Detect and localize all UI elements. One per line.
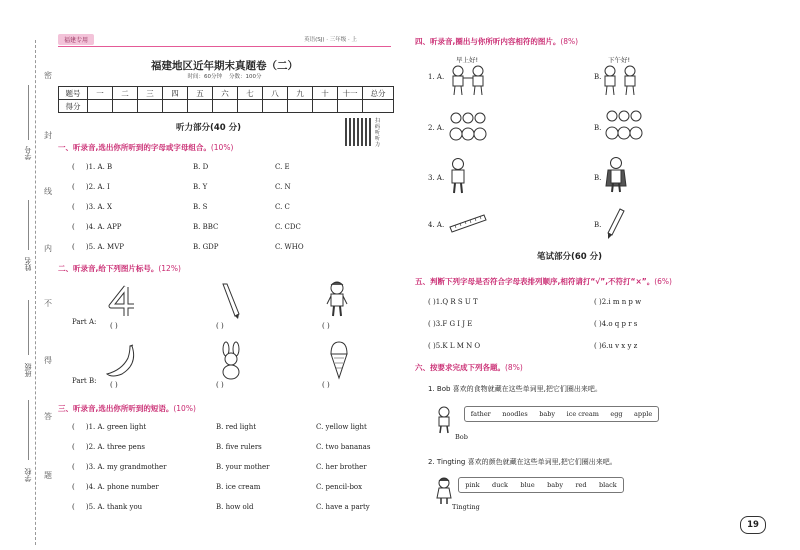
field-name: 姓名 [24, 257, 32, 271]
question-2: 2. Tingting 喜欢的颜色就藏在这些单词里,把它们圈出来吧。 [428, 458, 617, 466]
s5-text: 3.F G I J E [435, 320, 473, 328]
s5-item[interactable] [594, 342, 637, 350]
s3-row[interactable]: ( )2. A. three pens [72, 443, 145, 451]
option-c[interactable]: C. her brother [316, 463, 367, 471]
ruler-icon [448, 213, 488, 233]
question-1: 1. Bob 喜欢的食物就藏在这些单词里,把它们圈出来吧。 [428, 385, 602, 393]
option-b[interactable]: B. five rulers [216, 443, 262, 451]
section4-score: (8%) [560, 37, 579, 46]
score-cell: 得分 [59, 100, 88, 113]
bob-name: Bob [455, 433, 468, 441]
field-line [28, 400, 29, 460]
section5-score: (6%) [654, 277, 672, 286]
word-box-colors [458, 477, 624, 493]
cut-mark: 不 [44, 299, 52, 308]
word[interactable]: pink [465, 481, 480, 489]
option-c[interactable]: C. E [275, 163, 290, 171]
score-input[interactable] [338, 100, 363, 113]
score-input[interactable] [88, 100, 113, 113]
time-limit: 时间：60分钟 [187, 74, 222, 80]
word[interactable]: apple [634, 410, 653, 418]
score-cell: 总分 [363, 87, 394, 100]
score-cell: 三 [138, 87, 163, 100]
region-tag: 福建专用 [58, 34, 94, 45]
book-meta: 英语(SJ) · 三年级 · 上 [304, 37, 357, 43]
field-student-id: 学号 [24, 146, 32, 160]
word[interactable]: baby [547, 481, 563, 489]
word[interactable]: egg [610, 410, 623, 418]
s3-num: 1. [88, 423, 96, 431]
qr-code[interactable] [345, 118, 373, 146]
option-a: A. B [97, 163, 113, 171]
qr-label: 扫码听听力 [375, 118, 381, 148]
score-input[interactable] [263, 100, 288, 113]
section4-title: 四、听录音,圈出与你所听内容相符的图片。 [415, 37, 561, 46]
part-a-label: Part A: [72, 318, 97, 326]
animals-group-icon [448, 110, 488, 144]
s1-row[interactable]: ( )5. A. MVP [72, 243, 124, 251]
s5-paren: ( ) [594, 320, 602, 328]
s5-paren: ( ) [428, 342, 436, 350]
word[interactable]: baby [539, 410, 556, 418]
speech-bubble-morning: 早上好! [456, 56, 479, 64]
s3-num: 3. [88, 463, 96, 471]
option-a: A. I [97, 183, 110, 191]
s5-item[interactable] [428, 298, 478, 306]
section4-heading [415, 36, 578, 47]
cut-mark: 得 [44, 356, 52, 365]
bob-avatar [434, 406, 454, 434]
answer-blank[interactable]: ( ) [322, 322, 330, 330]
pencil-icon [604, 207, 626, 241]
option-a: A. thank you [97, 503, 143, 511]
tingting-name: Tingting [452, 503, 480, 511]
s5-paren: ( ) [428, 298, 436, 306]
field-class: 班级 [24, 363, 32, 377]
option-a: A. my grandmother [97, 463, 167, 471]
section1-title: 一、听录音,选出你所听到的字母或字母组合。 [58, 143, 211, 152]
s5-text: 2.i m n p w [601, 298, 642, 306]
section5-title: 五、判断下列字母是否符合字母表排列顺序,相符请打“√”,不符打“×”。 [415, 277, 655, 286]
word[interactable]: father [470, 410, 491, 418]
s1-num: 2. [88, 183, 96, 191]
s1-row[interactable]: ( )2. A. I [72, 183, 110, 191]
s1-num: 4. [88, 223, 96, 231]
s3-row[interactable]: ( )3. A. my grandmother [72, 463, 167, 471]
s3-num: 5. [88, 503, 96, 511]
s5-text: 6.u v x y z [601, 342, 638, 350]
s5-text: 1.Q R S U T [435, 298, 478, 306]
s3-num: 4. [88, 483, 96, 491]
item-label[interactable]: 4. A. [428, 221, 445, 229]
cut-mark: 答 [44, 412, 52, 421]
answer-blank[interactable]: ( ) [216, 322, 224, 330]
score-input[interactable] [313, 100, 338, 113]
section1-heading [58, 142, 233, 153]
s5-paren: ( ) [428, 320, 436, 328]
cut-mark: 封 [44, 131, 52, 140]
written-title: 笔试部分(60 分) [537, 252, 603, 262]
cut-mark: 题 [44, 471, 52, 480]
option-b[interactable]: B. Y [193, 183, 208, 191]
boy-standing-icon [448, 157, 468, 195]
score-cell: 十一 [338, 87, 363, 100]
field-line [28, 85, 29, 140]
option-b[interactable]: B. your mother [216, 463, 270, 471]
score-input[interactable] [288, 100, 313, 113]
section6-heading [415, 362, 523, 373]
score-cell: 一 [88, 87, 113, 100]
part-b-label: Part B: [72, 377, 97, 385]
option-c[interactable]: C. C [275, 203, 290, 211]
number-four-icon [106, 284, 140, 318]
animals-group-icon [604, 108, 644, 144]
option-a: A. three pens [97, 443, 145, 451]
item-label-b[interactable]: B. [594, 221, 602, 229]
score-input[interactable] [163, 100, 188, 113]
s3-row[interactable]: ( )1. A. green light [72, 423, 147, 431]
header-bar [58, 36, 391, 47]
s3-row[interactable]: ( )4. A. phone number [72, 483, 159, 491]
score-table [58, 86, 394, 113]
cut-mark: 密 [44, 71, 52, 80]
section6-score: (8%) [505, 363, 523, 372]
option-a: A. MVP [97, 243, 124, 251]
option-b[interactable]: B. how old [216, 503, 254, 511]
answer-blank[interactable]: ( ) [110, 381, 118, 389]
s5-item[interactable] [428, 320, 472, 328]
word[interactable]: noodles [502, 410, 528, 418]
greeting-kids-icon [600, 64, 642, 96]
option-c[interactable]: C. CDC [275, 223, 301, 231]
word[interactable]: blue [520, 481, 535, 489]
option-c[interactable]: C. WHO [275, 243, 304, 251]
item-label[interactable]: 2. A. [428, 124, 445, 132]
word[interactable]: red [575, 481, 587, 489]
section3-title: 三、听录音,选出你所听到的短语。 [58, 404, 174, 413]
score-input[interactable] [363, 100, 394, 113]
section3-score: (10%) [173, 404, 196, 413]
score-cell: 八 [263, 87, 288, 100]
boy-icon [325, 280, 349, 318]
s1-row[interactable]: ( )4. A. APP [72, 223, 122, 231]
total-score: 分数：100分 [229, 74, 262, 80]
answer-blank[interactable]: ( ) [110, 322, 118, 330]
word[interactable]: duck [492, 481, 508, 489]
field-line [28, 300, 29, 355]
option-c[interactable]: C. pencil-box [316, 483, 363, 491]
s3-row[interactable]: ( )5. A. thank you [72, 503, 143, 511]
binding-line [35, 40, 36, 545]
speech-bubble-afternoon: 下午好! [608, 56, 631, 64]
score-cell: 六 [213, 87, 238, 100]
pen-icon [220, 282, 242, 320]
page-number: 19 [740, 516, 766, 534]
s5-item[interactable] [428, 342, 480, 350]
section5-heading [415, 276, 672, 287]
option-b[interactable]: B. D [193, 163, 209, 171]
tingting-avatar [434, 477, 454, 505]
s5-text: 5.K L M N O [435, 342, 481, 350]
score-cell: 题号 [59, 87, 88, 100]
cut-mark: 线 [44, 187, 52, 196]
section2-title: 二、听录音,给下列图片标号。 [58, 264, 159, 273]
option-a: A. APP [97, 223, 122, 231]
exam-subtitle [58, 72, 391, 80]
item-label-b[interactable]: B. [594, 174, 602, 182]
option-c[interactable]: C. have a party [316, 503, 370, 511]
rabbit-icon [216, 342, 246, 380]
greeting-kids-icon [448, 64, 490, 96]
section2-score: (12%) [158, 264, 181, 273]
section1-score: (10%) [210, 143, 234, 152]
item-label-b[interactable]: B. [594, 124, 602, 132]
s5-paren: ( ) [594, 342, 602, 350]
option-b[interactable]: B. ice cream [216, 483, 261, 491]
section6-title: 六、按要求完成下列各题。 [415, 363, 505, 372]
option-a: A. green light [97, 423, 147, 431]
s3-num: 2. [88, 443, 96, 451]
answer-blank[interactable]: ( ) [322, 381, 330, 389]
option-b[interactable]: B. red light [216, 423, 257, 431]
section3-heading [58, 403, 196, 414]
option-c[interactable]: C. N [275, 183, 291, 191]
item-label[interactable]: 1. A. [428, 73, 445, 81]
score-input[interactable] [113, 100, 138, 113]
s1-num: 1. [88, 163, 96, 171]
item-label[interactable]: 3. A. [428, 174, 445, 182]
item-label-b[interactable]: B. [594, 73, 602, 81]
page-title: 福建地区近年期末真题卷（二） [151, 60, 298, 72]
option-c[interactable]: C. yellow light [316, 423, 367, 431]
field-line [28, 200, 29, 250]
ice-cream-icon [328, 340, 350, 380]
score-input[interactable] [213, 100, 238, 113]
listening-title: 听力部分(40 分) [176, 123, 242, 133]
score-cell: 十 [313, 87, 338, 100]
score-cell: 七 [238, 87, 263, 100]
score-input[interactable] [138, 100, 163, 113]
s1-num: 5. [88, 243, 96, 251]
option-b[interactable]: B. S [193, 203, 208, 211]
score-cell: 九 [288, 87, 313, 100]
word[interactable]: ice cream [566, 410, 599, 418]
s1-row[interactable]: ( )1. A. B [72, 163, 113, 171]
s5-paren: ( ) [594, 298, 602, 306]
score-cell: 四 [163, 87, 188, 100]
s5-item[interactable] [594, 298, 641, 306]
cut-mark: 内 [44, 244, 52, 253]
score-input[interactable] [238, 100, 263, 113]
option-a: A. phone number [97, 483, 159, 491]
score-cell: 五 [188, 87, 213, 100]
score-cell: 二 [113, 87, 138, 100]
s1-num: 3. [88, 203, 96, 211]
section2-heading [58, 263, 181, 274]
s5-text: 4.o q p r s [601, 320, 638, 328]
word-box-food [464, 406, 659, 422]
s1-row[interactable]: ( )3. A. X [72, 203, 113, 211]
option-b[interactable]: B. BBC [193, 223, 219, 231]
answer-blank[interactable]: ( ) [216, 381, 224, 389]
option-c[interactable]: C. two bananas [316, 443, 371, 451]
score-input[interactable] [188, 100, 213, 113]
option-a: A. X [97, 203, 113, 211]
superhero-icon [604, 156, 628, 194]
banana-icon [104, 344, 146, 380]
word[interactable]: black [599, 481, 617, 489]
s5-item[interactable] [594, 320, 637, 328]
option-b[interactable]: B. GDP [193, 243, 219, 251]
field-school: 学校 [24, 468, 32, 482]
